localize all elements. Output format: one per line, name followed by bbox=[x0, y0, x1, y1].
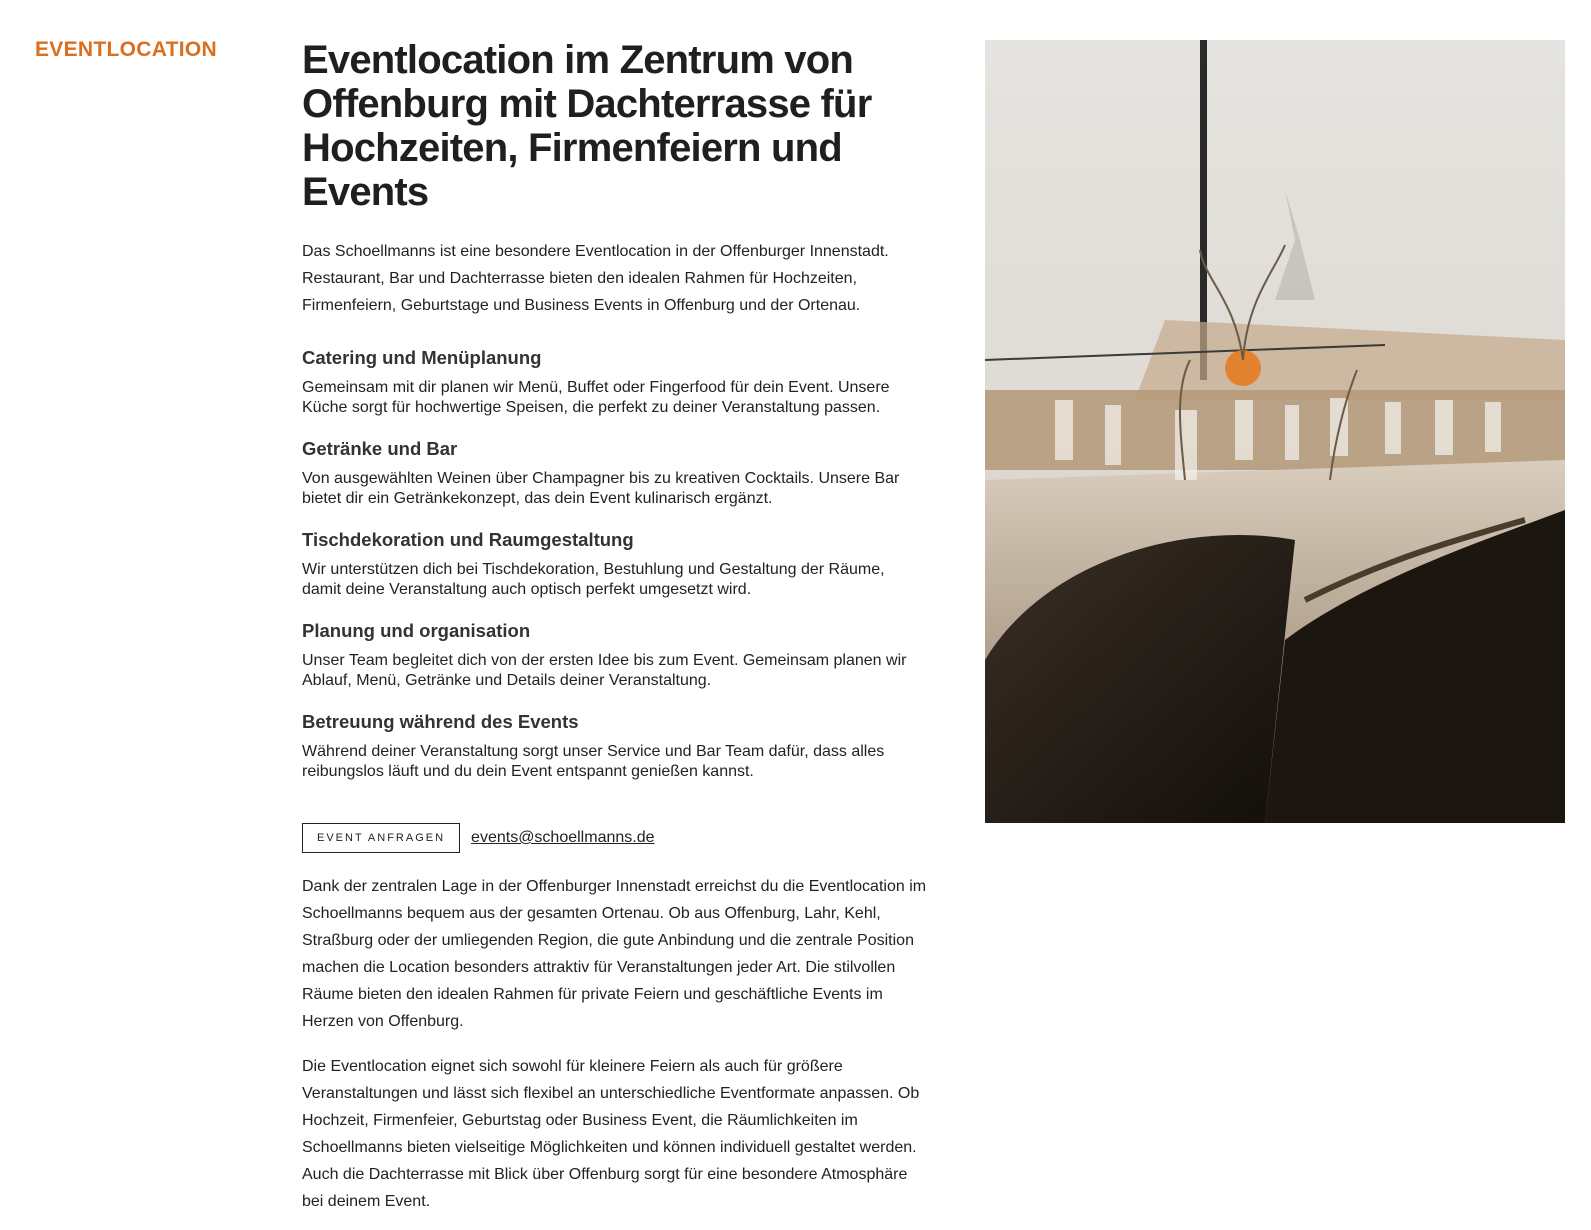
section-heading: Getränke und Bar bbox=[302, 438, 458, 459]
location-paragraph: Dank der zentralen Lage in der Offenburger Innenstadt erreichst du die Eventlocation im Schoellmanns bequem aus der gesamten Ortenau. Ob aus Offenburg, Lahr, Kehl, Straßburg oder der umliegenden Region, die gute Anbindung und die zentrale Position machen die Location besonders attraktiv für Veranstaltungen jeder Art. Die stilvollen Räume bieten den idealen Rahmen für private Feiern und geschäftliche Events im Herzen von Offenburg. bbox=[302, 878, 927, 1030]
section-heading: Tischdekoration und Raumgestaltung bbox=[302, 529, 634, 550]
section-text: Unser Team begleitet dich von der ersten Idee bis zum Event. Gemeinsam planen wir Ablauf, Menü, Getränke und Details deiner Veranstaltung. bbox=[302, 652, 907, 689]
main-content bbox=[302, 38, 927, 1215]
table-setting-illustration bbox=[985, 40, 1565, 823]
section-heading: Betreuung während des Events bbox=[302, 711, 579, 732]
section-text: Gemeinsam mit dir planen wir Menü, Buffet oder Fingerfood für dein Event. Unsere Küche sorgt für hochwertige Speisen, die perfekt zu deiner Veranstaltung passen. bbox=[302, 379, 890, 416]
formats-paragraph: Die Eventlocation eignet sich sowohl für kleinere Feiern als auch für größere Veranstaltungen und lässt sich flexibel an unterschiedliche Eventformate anpassen. Ob Hochzeit, Firmenfeier, Geburtstag oder Business Event, die Räumlichkeiten im Schoellmanns bieten vielseitige Möglichkeiten und können individuell gestaltet werden. Auch die Dachterrasse mit Blick über Offenburg sorgt für eine besondere Atmosphäre bei deinem Event. bbox=[302, 1058, 920, 1210]
section-decoration bbox=[302, 528, 927, 600]
intro-paragraph: Das Schoellmanns ist eine besondere Eventlocation in der Offenburger Innenstadt. Restaurant, Bar und Dachterrasse bieten den idealen Rahmen für Hochzeiten, Firmenfeiern, Geburtstage und Business Events in Offenburg und der Ortenau. bbox=[302, 243, 889, 314]
section-heading: Planung und organisation bbox=[302, 620, 531, 641]
section-text: Wir unterstützen dich bei Tischdekoration, Bestuhlung und Gestaltung der Räume, damit deine Veranstaltung auch optisch perfekt umgesetzt wird. bbox=[302, 561, 885, 598]
cta-row bbox=[302, 823, 927, 853]
section-text: Von ausgewählten Weinen über Champagner bis zu kreativen Cocktails. Unsere Bar bietet dir ein Getränkekonzept, das dein Event kulinarisch ergänzt. bbox=[302, 470, 900, 507]
event-request-button[interactable]: EVENT ANFRAGEN bbox=[302, 823, 460, 853]
section-drinks bbox=[302, 437, 927, 509]
section-text: Während deiner Veranstaltung sorgt unser Service und Bar Team dafür, dass alles reibungslos läuft und du dein Event entspannt genießen kannst. bbox=[302, 743, 885, 780]
section-catering bbox=[302, 346, 927, 418]
email-link[interactable]: events@schoellmanns.de bbox=[471, 829, 655, 846]
section-heading: Catering und Menüplanung bbox=[302, 347, 542, 368]
section-service bbox=[302, 710, 927, 782]
page-title: Eventlocation im Zentrum von Offenburg mit Dachterrasse für Hochzeiten, Firmenfeiern und Events bbox=[302, 38, 872, 214]
section-planning bbox=[302, 619, 927, 691]
eyebrow-label: EVENTLOCATION bbox=[35, 38, 218, 61]
event-photo bbox=[985, 40, 1565, 823]
